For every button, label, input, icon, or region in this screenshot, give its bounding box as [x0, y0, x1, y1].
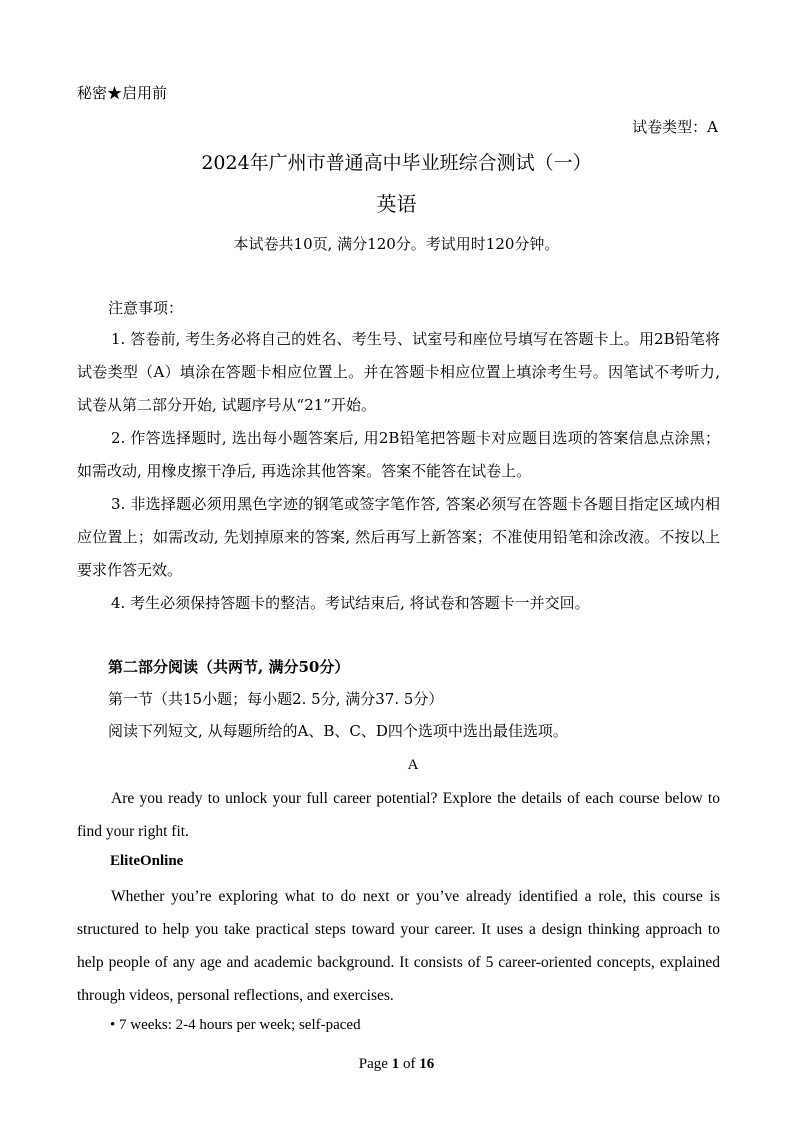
current-page: 1	[391, 1056, 400, 1072]
subject-title: 英语	[376, 192, 417, 216]
page-prefix: Page	[358, 1056, 392, 1072]
note-item-4: 4. 考生必须保持答题卡的整洁。考试结束后, 将试卷和答题卡一并交回。	[111, 594, 590, 612]
secret-label: 秘密★启用前	[77, 84, 168, 102]
total-pages: 16	[419, 1056, 435, 1072]
note-item-1: 1. 答卷前, 考生务必将自己的姓名、考生号、试室号和座位号填写在答题卡上。用2B铅笔将试卷类型（A）填涂在答题卡相应位置上。并在答题卡相应位置上填涂考生号。因笔试不考听力, 试卷从第二部分开始, 试题序号从“21”开始。	[77, 330, 720, 414]
instruction: 阅读下列短文, 从每题所给的A、B、C、D四个选项中选出最佳选项。	[108, 722, 568, 740]
exam-info: 本试卷共10页, 满分120分。考试用时120分钟。	[233, 235, 560, 253]
passage-label: A	[407, 757, 419, 773]
course-description: Whether you’re exploring what to do next or you’ve already identified a role, this course is structured to help you take practical steps toward your career. It uses a design thinking approach to help people of any age and academic background. It consists of 5 career-oriented concepts, explained through videos, personal reflections, and exercises.	[77, 888, 720, 1004]
note-item-3: 3. 非选择题必须用黑色字迹的钢笔或签字笔作答, 答案必须写在答题卡各题目指定区域内相应位置上；如需改动, 先划掉原来的答案, 然后再写上新答案；不准使用铅笔和涂改液。不按以上要求作答无效。	[77, 495, 720, 579]
passage-intro: Are you ready to unlock your full career potential? Explore the details of each course below to find your right fit.	[77, 790, 720, 840]
page-footer	[0, 1056, 793, 1073]
course-name: EliteOnline	[110, 853, 184, 869]
sub-section-title: 第一节（共15小题；每小题2. 5分, 满分37. 5分）	[108, 690, 444, 708]
paper-type: 试卷类型：A	[632, 118, 718, 136]
exam-title: 2024年广州市普通高中毕业班综合测试（一）	[201, 152, 592, 174]
course-bullet: • 7 weeks: 2-4 hours per week; self-paced	[110, 1017, 361, 1033]
note-item-2: 2. 作答选择题时, 选出每小题答案后, 用2B铅笔把答题卡对应题目选项的答案信息点涂黑；如需改动, 用橡皮擦干净后, 再选涂其他答案。答案不能答在试卷上。	[77, 429, 720, 480]
page-mid: of	[399, 1056, 420, 1072]
notes-heading: 注意事项：	[108, 299, 184, 317]
part-title: 第二部分阅读（共两节, 满分50分）	[108, 658, 350, 676]
